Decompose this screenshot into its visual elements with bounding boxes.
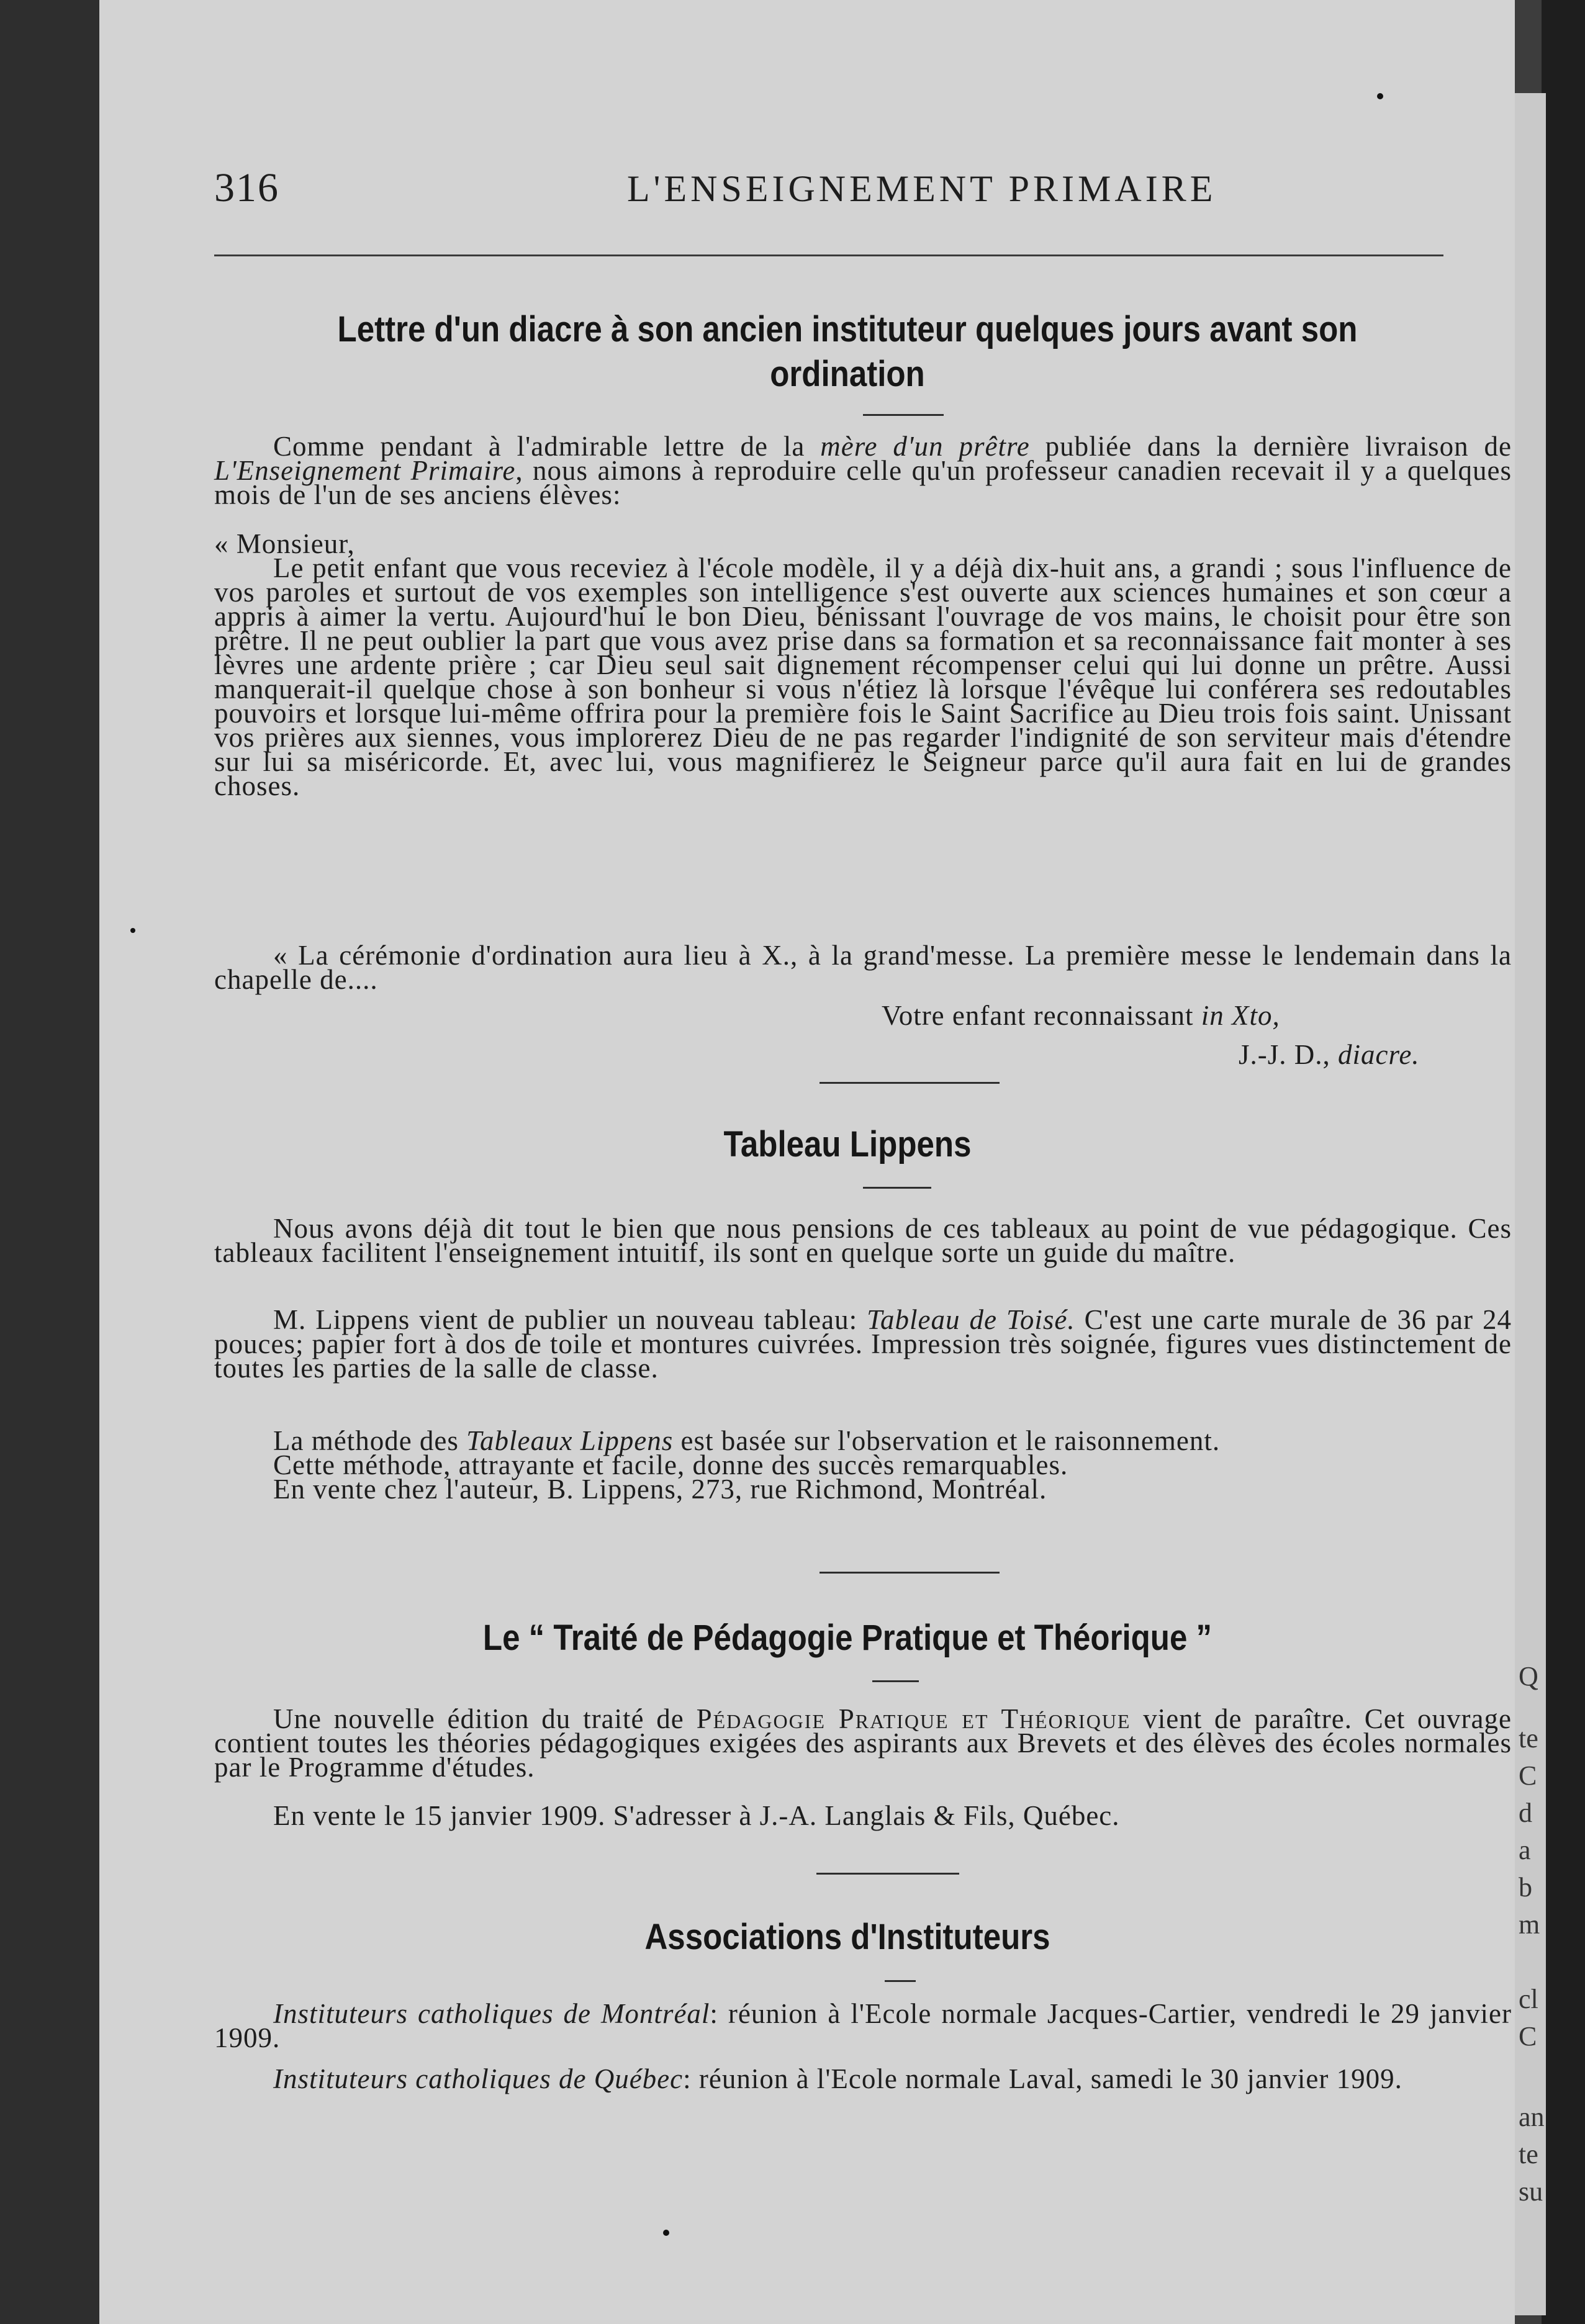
- text-span: Une nouvelle édition du traité de: [273, 1703, 697, 1734]
- text-span: Votre enfant reconnaissant: [882, 1000, 1201, 1031]
- italic-span: Tableaux Lippens: [466, 1425, 674, 1456]
- speck: [130, 928, 135, 933]
- title-underline: [885, 1980, 916, 1982]
- text-span: M. Lippens vient de publier un nouveau tableau:: [273, 1304, 867, 1335]
- next-page-text: m: [1519, 1909, 1540, 1940]
- next-page-text: b: [1519, 1872, 1532, 1903]
- next-page-fragment: [1515, 93, 1546, 2315]
- traite-paragraph-2: En vente le 15 janvier 1909. S'adresser à J.-A. Langlais & Fils, Québec.: [273, 1800, 1120, 1831]
- tableau-paragraph-1: Nous avons déjà dit tout le bien que nous pensions de ces tableaux au point de vue pédagogique. Ces tableaux facilitent l'enseignement intuitif, ils sont en quelque sorte un guide du maître.: [214, 1213, 1512, 1268]
- salutation: « Monsieur,: [214, 528, 355, 559]
- next-page-text: te: [1519, 1723, 1538, 1754]
- next-page-text: an: [1519, 2102, 1545, 2132]
- traite-paragraph-1: [214, 1703, 1512, 1783]
- title-underline: [872, 1680, 919, 1682]
- article-title-tableau: Tableau Lippens: [723, 1124, 972, 1164]
- intro-paragraph: [214, 431, 1512, 510]
- next-page-text: C: [1519, 2021, 1537, 2052]
- next-page-text: su: [1519, 2176, 1543, 2207]
- text-span: publiée dans la dernière livraison de: [1029, 431, 1512, 462]
- tableau-paragraph-4: Cette méthode, attrayante et facile, donne des succès remarquables.: [273, 1449, 1068, 1480]
- speck: [663, 2230, 669, 2236]
- text-span: : réunion à l'Ecole normale Laval, samedi le 30 janvier 1909.: [683, 2063, 1402, 2094]
- text-span: : réunion à l'Ecole normale Jacques-Cartier, vendredi le 29 janvier 1909.: [214, 1998, 1512, 2053]
- italic-span: L'Enseignement Primaire: [214, 455, 516, 486]
- page-number: 316: [214, 165, 279, 210]
- letter-body: Le petit enfant que vous receviez à l'école modèle, il y a déjà dix-huit ans, a grandi ; sous l'influence de vos paroles et surtout de vos exemples son intelligence s'est ouverte aux sciences humaines et son cœur a appris à aimer la vertu. Aujourd'hui le bon Dieu, bénissant l'ouvrage de vos mains, le choisit pour être son prêtre. Il ne peut oublier la part que vous avez prise dans sa formation et sa reconnaissance fait monter à ses lèvres une ardente prière ; car Dieu seul sait dignement récompenser celui qui lui donne un prêtre. Aussi manquerait-il quelque chose à son bonheur si vous n'étiez là lorsque l'évêque lui conférera ses redoutables pouvoirs et lorsque lui-même offrira pour la première fois le Saint Sacrifice au Dieu trois fois saint. Unissant vos prières aux siennes, vous implorerez Dieu de ne pas regarder l'indignité de son serviteur mais d'étendre sur lui sa miséricorde. Et, avec lui, vous magnifierez le Seigneur parce qu'il aura fait en lui de grandes choses.: [214, 552, 1512, 801]
- text-span: La méthode des: [273, 1425, 467, 1456]
- binding-edge-right: [1542, 0, 1585, 2324]
- italic-span: Tableau de Toisé.: [867, 1304, 1075, 1335]
- next-page-text: a: [1519, 1835, 1531, 1865]
- tableau-paragraph-2: [214, 1304, 1512, 1384]
- text-span: est basée sur l'observation et le raisonnement.: [673, 1425, 1221, 1456]
- text-span: Comme pendant à l'admirable lettre de la: [273, 431, 821, 462]
- italic-span: Instituteurs catholiques de Québec: [273, 2063, 684, 2094]
- text-span: vient de paraître. Cet ouvrage contient toutes les théories pédagogiques exigées des aspirants aux Brevets et des élèves des écoles normales par le Programme d'études.: [214, 1703, 1512, 1783]
- next-page-text: d: [1519, 1798, 1532, 1828]
- title-underline: [863, 1187, 931, 1189]
- closing-line: [882, 1000, 1280, 1031]
- associations-paragraph-2: [214, 2063, 1512, 2094]
- section-separator: [820, 1572, 1000, 1574]
- article-title-traite: Le “ Traité de Pédagogie Pratique et Théorique ”: [482, 1618, 1212, 1658]
- text-span: , nous aimons à reproduire celle qu'un professeur canadien recevait il y a quelques mois de l'un de ses anciens élèves:: [214, 455, 1512, 510]
- running-title: L'ENSEIGNEMENT PRIMAIRE: [627, 168, 1217, 209]
- section-separator: [820, 1082, 1000, 1084]
- article-title-lettre: Lettre d'un diacre à son ancien instituteur quelques jours avant son ordination: [337, 309, 1358, 394]
- next-page-text: te: [1519, 2139, 1538, 2169]
- signature: [1239, 1039, 1420, 1070]
- next-page-text: C: [1519, 1760, 1537, 1791]
- speck: [1377, 93, 1383, 99]
- italic-span: mère d'un prêtre: [820, 431, 1030, 462]
- next-page-text: cl: [1519, 1984, 1538, 2014]
- title-underline: [863, 414, 944, 416]
- text-span: J.-J. D.,: [1239, 1039, 1339, 1070]
- article-title-associations: Associations d'Instituteurs: [644, 1917, 1050, 1957]
- ceremony-paragraph: « La cérémonie d'ordination aura lieu à X., à la grand'messe. La première messe le lendemain dans la chapelle de....: [214, 940, 1512, 995]
- italic-span: Instituteurs catholiques de Montréal: [273, 1998, 710, 2029]
- text-span: C'est une carte murale de 36 par 24 pouces; papier fort à dos de toile et montures cuivrées. Impression très soignée, figures vues distinctement de toutes les parties de la salle de classe.: [214, 1304, 1512, 1384]
- section-separator: [816, 1873, 959, 1875]
- small-caps-span: Pédagogie Pratique et Théorique: [696, 1703, 1131, 1734]
- italic-span: diacre.: [1338, 1039, 1420, 1070]
- tableau-paragraph-5: En vente chez l'auteur, B. Lippens, 273, rue Richmond, Montréal.: [273, 1474, 1047, 1505]
- next-page-text: Q: [1519, 1661, 1538, 1691]
- associations-paragraph-1: [214, 1998, 1512, 2053]
- header-rule: [214, 254, 1443, 256]
- binding-edge-left: [0, 0, 99, 2324]
- italic-span: in Xto,: [1201, 1000, 1280, 1031]
